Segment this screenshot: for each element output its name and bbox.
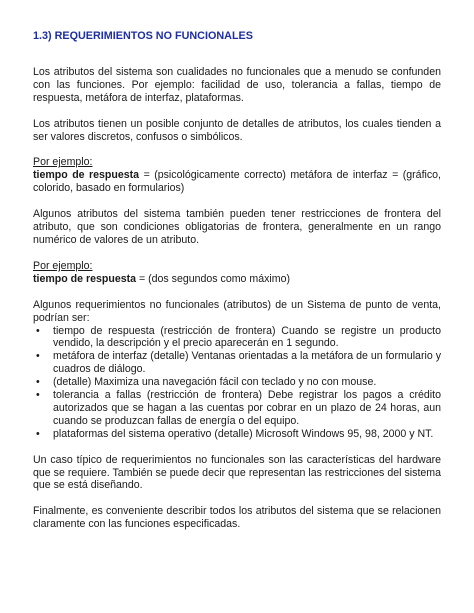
list-item (36, 389, 441, 428)
bullet-icon: • (36, 376, 40, 389)
example-label: Por ejemplo: (33, 259, 93, 272)
list-item-text: plataformas del sistema operativo (detalle) Microsoft Windows 95, 98, 2000 y NT. (53, 427, 434, 440)
example-block-1 (33, 156, 441, 195)
list-item-text: (detalle) Maximiza una navegación fácil con teclado y no con mouse. (53, 376, 377, 389)
list-item-text: metáfora de interfaz (detalle) Ventanas orientadas a la metáfora de un formulario y cuadros de diálogo. (53, 350, 441, 376)
bullet-icon: • (36, 427, 40, 440)
example-text: = (dos segundos como máximo) (136, 272, 291, 285)
example-label: Por ejemplo: (33, 156, 93, 169)
bullet-icon: • (36, 324, 40, 337)
example-block-2 (33, 260, 441, 286)
bullet-icon: • (36, 350, 40, 363)
requirements-list (33, 325, 441, 441)
paragraph-hardware: Un caso típico de requerimientos no funcionales son las características del hardware que se requiere. También se puede decir que representan las restricciones del sistema que se está diseñando. (33, 453, 441, 492)
example-text: = (psicológicamente correcto) metáfora de interfaz = (gráfico, colorido, basado en formularios) (33, 169, 441, 195)
bullet-icon: • (36, 389, 40, 402)
list-item (36, 376, 441, 389)
paragraph-conclusion: Finalmente, es conveniente describir todos los atributos del sistema que se relacionen claramente con las funciones especificadas. (33, 505, 441, 531)
example-term: tiempo de respuesta (33, 169, 140, 182)
list-item (36, 350, 441, 376)
paragraph-boundary-restrictions: Algunos atributos del sistema también pueden tener restricciones de frontera del atributo, que son condiciones obligatorias de frontera, generalmente en un rango numérico de valores de un atributo. (33, 208, 441, 246)
section-title: 1.3) REQUERIMIENTOS NO FUNCIONALES (33, 30, 253, 42)
paragraph-attribute-details: Los atributos tienen un posible conjunto de detalles de atributos, los cuales tienden a ser valores discretos, confusos o simbólicos. (33, 117, 441, 143)
document-page (33, 30, 441, 544)
list-item-text: tolerancia a fallas (restricción de frontera) Debe registrar los pagos a crédito autorizados que se hagan a las cuentas por cobrar en un plazo de 24 horas, aun cuando se produzcan fallas de energía o del equipo. (53, 389, 441, 427)
paragraph-attributes-intro: Los atributos del sistema son cualidades no funcionales que a menudo se confunden con las funciones. Por ejemplo: facilidad de uso, tolerancia a fallas, tiempo de respuesta, metáfora de interfaz, plataformas. (33, 65, 441, 104)
list-item (36, 324, 441, 351)
paragraph-pos-requirements: Algunos requerimientos no funcionales (atributos) de un Sistema de punto de venta, podrían ser: (33, 298, 441, 324)
example-term: tiempo de respuesta (33, 272, 137, 285)
list-item (36, 427, 441, 441)
list-item-text: tiempo de respuesta (restricción de frontera) Cuando se registre un producto vendido, la descripción y el precio aparecerán en 1 segundo. (53, 324, 441, 350)
